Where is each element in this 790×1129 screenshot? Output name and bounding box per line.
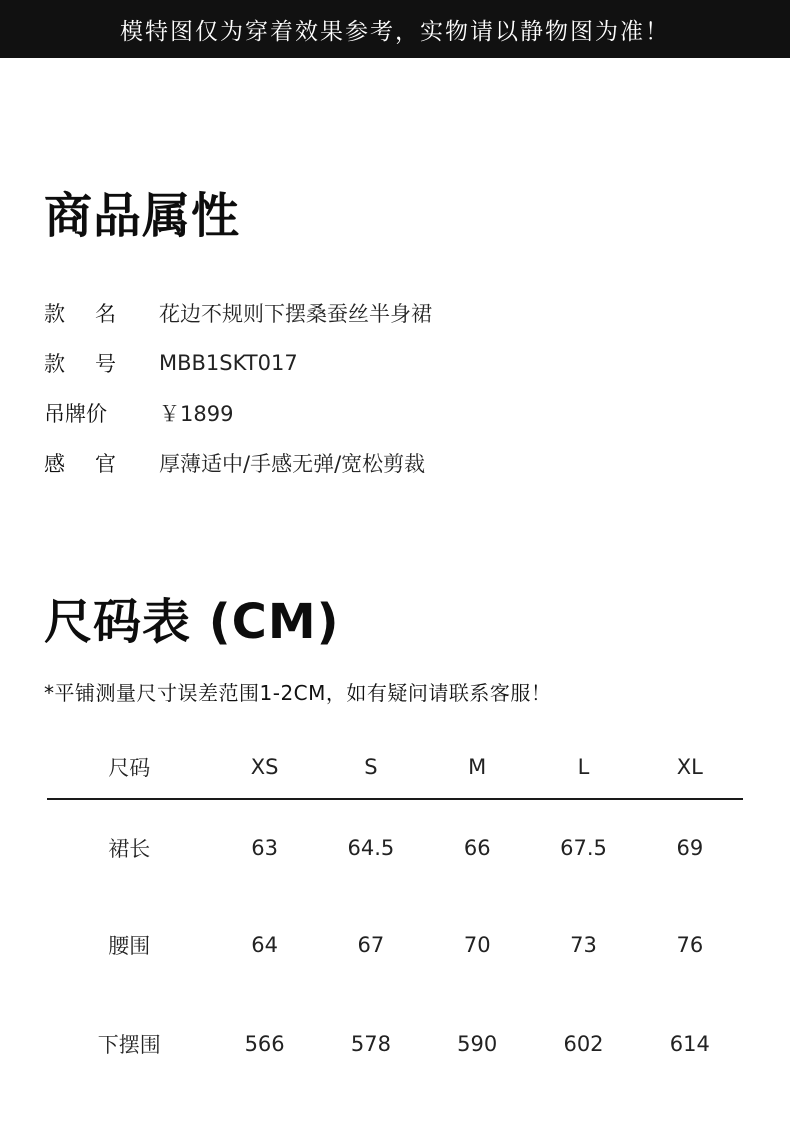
row-label: 裙长 [108,837,151,861]
attribute-label: 感 官 [44,452,116,476]
table-cell: 614 [669,1032,710,1056]
table-cell: 602 [563,1032,604,1056]
attribute-label: 吊牌价 [44,402,107,426]
table-cell: 73 [570,933,597,957]
size-chart-title: 尺码表 (CM) [44,594,340,650]
table-row [47,994,743,1094]
row-label: 下摆围 [97,1033,161,1057]
table-cell: 70 [463,933,491,957]
measurement-note: *平铺测量尺寸误差范围1-2CM，如有疑问请联系客服！ [44,681,552,705]
product-attributes-title: 商品属性 [44,188,241,244]
table-cell: 64.5 [347,836,395,860]
table-cell: 64 [251,933,278,957]
disclaimer-banner: 模特图仅为穿着效果参考，实物请以静物图为准！ [0,0,790,58]
table-cell: 67.5 [560,836,607,860]
header-cell: 尺码 [47,735,211,799]
attribute-list [44,288,744,488]
attribute-label: 款 名 [44,302,116,326]
size-table-header [47,735,743,799]
header-cell: L [530,735,636,799]
attribute-row-feel [44,438,744,488]
attribute-value: ￥1899 [159,402,234,426]
attribute-row-style-number [44,338,744,388]
table-cell: 566 [244,1032,285,1056]
attribute-row-tag-price [44,388,744,438]
attribute-label: 款 号 [44,352,116,376]
attribute-value: 花边不规则下摆桑蚕丝半身裙 [159,302,432,326]
size-table [47,735,743,1094]
attribute-row-name [44,288,744,338]
table-cell: 66 [463,836,491,860]
table-cell: 76 [676,933,704,957]
table-cell: 63 [251,836,278,860]
row-label: 腰围 [108,934,151,958]
table-row [47,799,743,896]
table-cell: 590 [457,1032,498,1056]
attribute-value: MBB1SKT017 [159,351,298,375]
table-row [47,896,743,994]
table-cell: 69 [676,836,704,860]
table-cell: 67 [357,933,385,957]
header-cell: M [424,735,530,799]
header-cell: XS [211,735,317,799]
header-cell: S [318,735,424,799]
table-cell: 578 [350,1032,391,1056]
attribute-value: 厚薄适中/手感无弹/宽松剪裁 [159,452,426,476]
header-cell: XL [637,735,743,799]
